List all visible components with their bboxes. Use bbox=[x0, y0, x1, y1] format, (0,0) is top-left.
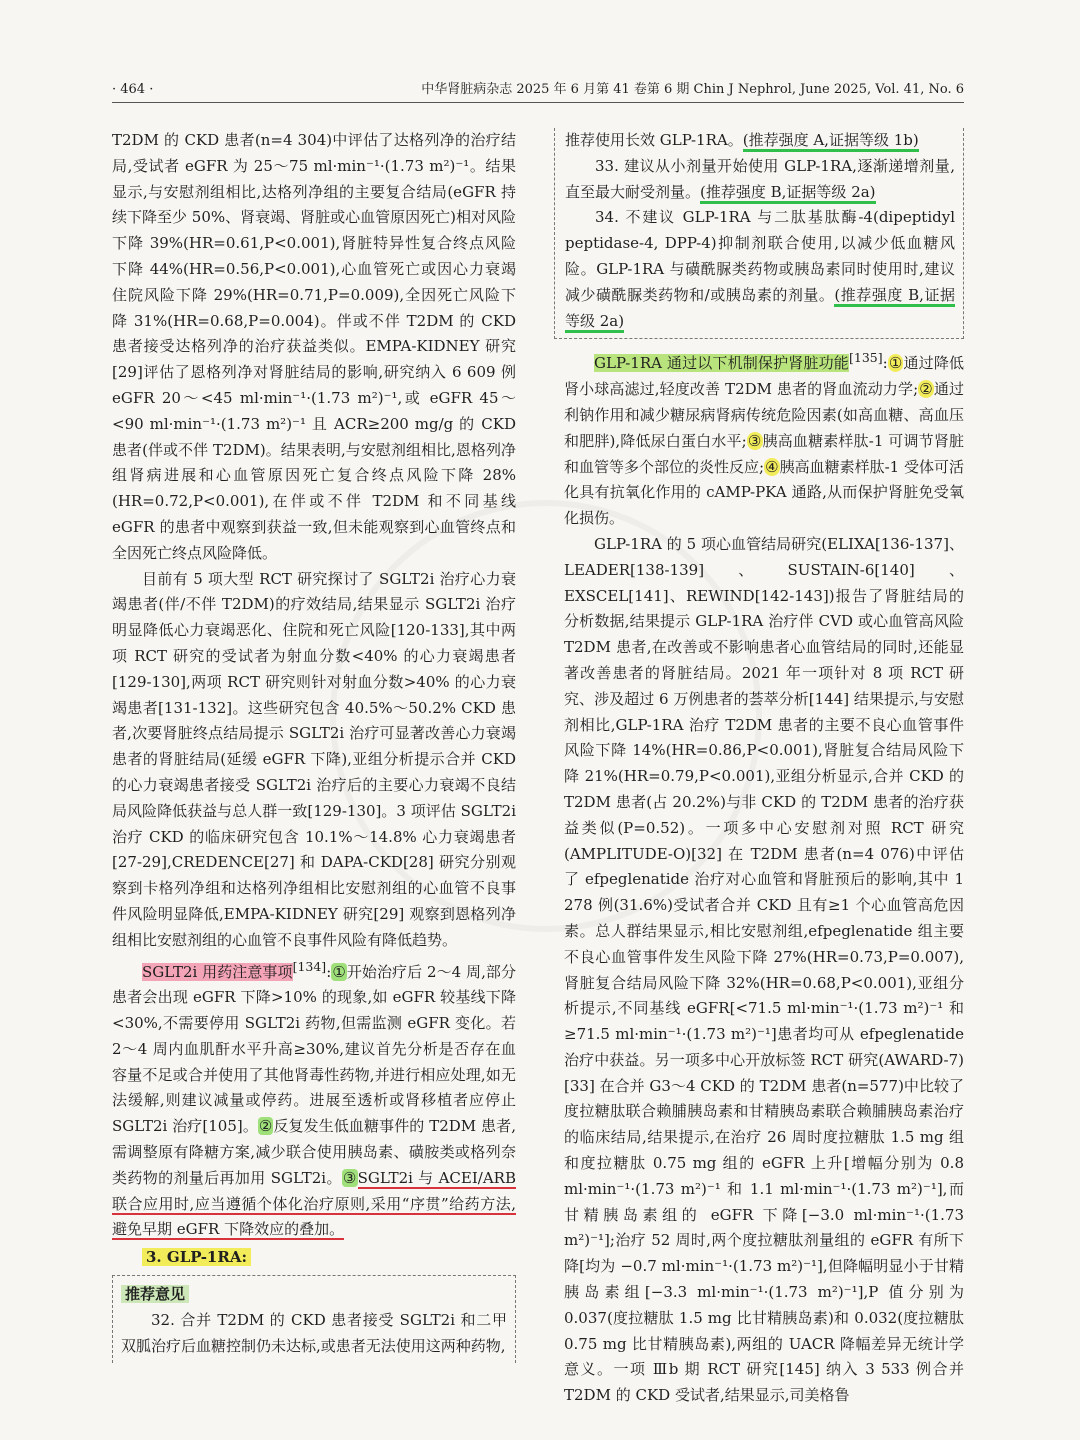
recommendation-34: 34. 不建议 GLP-1RA 与二肽基肽酶-4(dipeptidyl peptidase-4, DPP-4)抑制剂联合使用,以减少低血糖风险。GLP-1RA 与磺酰脲类药物或胰岛素同时使用时,建议减少磺酰脲类药物和/或胰岛素的剂量。(推荐强度 B,证据等级 2a) bbox=[565, 205, 955, 334]
paragraph-heart-failure: 目前有 5 项大型 RCT 研究探讨了 SGLT2i 治疗心力衰竭患者(伴/不伴 T2DM)的疗效结局,结果显示 SGLT2i 治疗明显降低心力衰竭恶化、住院和死亡风险[120-133],其中两项 RCT 研究的受试者为射血分数<40% 的心力衰竭患者[129-130],两项 RCT 研究则针对射血分数>40% 的心力衰竭患者[131-132]。这些研究包含 40.5%～50.2% CKD 患者,次要肾脏终点结局提示 SGLT2i 治疗可显著改善心力衰竭患者的肾脏结局(延缓 eGFR 下降),亚组分析提示合并 CKD 的心力衰竭患者接受 SGLT2i 治疗后的主要心力衰竭不良结局风险降低获益与总人群一致[129-130]。3 项评估 SGLT2i 治疗 CKD 的临床研究包含 10.1%～14.8% 心力衰竭患者[27-29],CREDENCE[27] 和 DAPA-CKD[28] 研究分别观察到卡格列净组和达格列净组相比安慰剂组的心血管不良事件风险明显降低,EMPA-KIDNEY 研究[29] 观察到恩格列净组相比安慰剂组的心血管不良事件风险有降低趋势。 bbox=[112, 569, 516, 949]
marker-1: ① bbox=[888, 354, 903, 373]
recommendation-33: 33. 建议从小剂量开始使用 GLP-1RA,逐渐递增剂量,直至最大耐受剂量。(推荐强度 B,证据等级 2a) bbox=[565, 154, 955, 206]
recommendation-32: 32. 合并 T2DM 的 CKD 患者接受 SGLT2i 和二甲双胍治疗后血糖控制仍未达标,或患者无法使用这两种药物, bbox=[121, 1310, 507, 1355]
mechanism-label: GLP-1RA 通过以下机制保护肾脏功能 bbox=[594, 354, 849, 373]
precautions-label: SGLT2i 用药注意事项 bbox=[142, 962, 293, 981]
right-column bbox=[564, 128, 964, 1409]
marker-3: ③ bbox=[342, 1168, 357, 1187]
page-number: · 464 · bbox=[112, 82, 154, 97]
page-header bbox=[112, 80, 964, 103]
paragraph-cv-outcome-trials: GLP-1RA 的 5 项心血管结局研究(ELIXA[136-137]、LEADER[138-139]、SUSTAIN-6[140]、EXSCEL[141]、REWIND[142-143])报告了肾脏结局的分析数据,结果提示 GLP-1RA 治疗伴 CVD 或心血管高风险 T2DM 患者,在改善或不影响患者心血管结局的同时,还能显著改善患者的肾脏结局。2021 年一项针对 8 项 RCT 研究、涉及超过 6 万例患者的荟萃分析[144] 结果提示,与安慰剂相比,GLP-1RA 治疗 T2DM 患者的主要不良心血管事件风险下降 14%(HR=0.86,P<0.001),肾脏复合结局风险下降 21%(HR=0.79,P<0.001),亚组分析显示,合并 CKD 的 T2DM 患者(占 20.2%)与非 CKD 的 T2DM 患者的治疗获益类似(P=0.52)。一项多中心安慰剂对照 RCT 研究(AMPLITUDE-O)[32] 在 T2DM 患者(n=4 076)中评估了 efpeglenatide 治疗对心血管和肾脏预后的影响,其中 1 278 例(31.6%)受试者合并 CKD 且有≥1 个心血管高危因素。总人群结果显示,相比安慰剂组,efpeglenatide 组主要不良心血管事件发生风险下降 27%(HR=0.73,P=0.007),肾脏复合结局风险下降 32%(HR=0.68,P<0.001),亚组分析提示,不同基线 eGFR[<71.5 ml·min⁻¹·(1.73 m²)⁻¹ 和≥71.5 ml·min⁻¹·(1.73 m²)⁻¹]患者均可从 efpeglenatide 治疗中获益。另一项多中心开放标签 RCT 研究(AWARD-7)[33] 在合并 G3～4 CKD 的 T2DM 患者(n=577)中比较了度拉糖肽联合赖脯胰岛素和甘精胰岛素联合赖脯胰岛素治疗的临床结局,结果提示,在治疗 26 周时度拉糖肽 1.5 mg 组和度拉糖肽 0.75 mg 组的 eGFR 上升[增幅分别为 0.8 ml·min⁻¹·(1.73 m²)⁻¹ 和 1.1 ml·min⁻¹·(1.73 m²)⁻¹],而甘精胰岛素组的 eGFR 下降[−3.0 ml·min⁻¹·(1.73 m²)⁻¹];治疗 52 周时,两个度拉糖肽剂量组的 eGFR 有所下降[均为 −0.7 ml·min⁻¹·(1.73 m²)⁻¹],但降幅明显小于甘精胰岛素组[−3.3 ml·min⁻¹·(1.73 m²)⁻¹],P 值分别为 0.037(度拉糖肽 1.5 mg 比甘精胰岛素)和 0.032(度拉糖肽 0.75 mg 比甘精胰岛素),两组的 UACR 降幅差异无统计学意义。一项 Ⅲb 期 RCT 研究[145] 纳入 3 533 例合并 T2DM 的 CKD 受试者,结果显示,司美格鲁 bbox=[564, 534, 964, 1405]
journal-info: 中华肾脏病杂志 2025 年 6 月第 41 卷第 6 期 Chin J Nephrol, June 2025, Vol. 41, No. 6 bbox=[421, 82, 964, 97]
marker-2: ② bbox=[919, 380, 933, 399]
recommendation-box-continued bbox=[554, 128, 964, 339]
grade-label: (推荐强度 B,证据等级 2a) bbox=[565, 286, 955, 333]
left-column bbox=[112, 128, 516, 1363]
recommendation-32-continued: 推荐使用长效 GLP-1RA。(推荐强度 A,证据等级 1b) bbox=[565, 128, 955, 154]
paragraph-mechanism: GLP-1RA 通过以下机制保护肾脏功能[135]:①通过降低肾小球高滤过,轻度改善 T2DM 患者的肾血流动力学;②通过利钠作用和减少糖尿病肾病传统危险因素(如高血糖、高血压和肥胖),降低尿白蛋白水平;③胰高血糖素样肽-1 可调节肾脏和血管等多个部位的炎性反应;④胰高血糖素样肽-1 受体可活化具有抗氧化作用的 cAMP-PKA 通路,从而保护肾脏免受氧化损伤。 bbox=[564, 350, 964, 528]
grade-label: (推荐强度 A,证据等级 1b) bbox=[743, 131, 919, 152]
reference-mark: [135] bbox=[848, 350, 883, 366]
paragraph-sglt2i-precautions: SGLT2i 用药注意事项[134]:①开始治疗后 2～4 周,部分患者会出现 eGFR 下降>10% 的现象,如 eGFR 较基线下降<30%,不需要停用 SGLT2i 药物,但需监测 eGFR 变化。若 2～4 周内血肌酐水平升高≥30%,建议首先分析是否存在血容量不足或合并使用了其他肾毒性药物,并进行相应处理,如无法缓解,则建议减量或停药。进展至透析或肾移植者应停止 SGLT2i 治疗[105]。②反复发生低血糖事件的 T2DM 患者,需调整原有降糖方案,减少联合使用胰岛素、磺胺类或格列奈类药物的剂量后再加用 SGLT2i。③SGLT2i 与 ACEI/ARB 联合应用时,应当遵循个体化治疗原则,采用“序贯”给药方法,避免早期 eGFR 下降效应的叠加。 bbox=[112, 958, 516, 1239]
marker-1: ① bbox=[332, 962, 346, 981]
grade-label: (推荐强度 B,证据等级 2a) bbox=[700, 183, 876, 204]
marker-3: ③ bbox=[747, 431, 762, 450]
marker-2: ② bbox=[258, 1117, 273, 1136]
reference-mark: [134] bbox=[292, 958, 327, 974]
recommendation-box bbox=[112, 1275, 516, 1363]
precaution-1: 开始治疗后 2～4 周,部分患者会出现 eGFR 下降>10% 的现象,如 eGFR 较基线下降<30%,不需要停用 SGLT2i 药物,但需监测 eGFR 变化。若 2～4 周内血肌酐水平升高≥30%,建议首先分析是否存在血容量不足或合并使用了其他肾毒性药物,并进行相应处理,如无法缓解,则建议减量或停药。进展至透析或肾移植者应停止 SGLT2i 治疗[105]。 bbox=[112, 962, 516, 1136]
paragraph-dapagliflozin: T2DM 的 CKD 患者(n=4 304)中评估了达格列净的治疗结局,受试者 eGFR 为 25～75 ml·min⁻¹·(1.73 m²)⁻¹。结果显示,与安慰剂组相比,达格列净组的主要复合结局(eGFR 持续下降至少 50%、肾衰竭、肾脏或心血管原因死亡)相对风险下降 39%(HR=0.61,P<0.001),肾脏特异性复合终点风险下降 44%(HR=0.56,P<0.001),心血管死亡或因心力衰竭住院风险下降 29%(HR=0.71,P=0.009),全因死亡风险下降 31%(HR=0.68,P=0.004)。伴或不伴 T2DM 的 CKD 患者接受达格列净的治疗获益类似。EMPA-KIDNEY 研究[29]评估了恩格列净对肾脏结局的影响,研究纳入 6 609 例 eGFR 20～<45 ml·min⁻¹·(1.73 m²)⁻¹,或 eGFR 45～<90 ml·min⁻¹·(1.73 m²)⁻¹ 且 ACR≥200 mg/g 的 CKD 患者(伴或不伴 T2DM)。结果表明,与安慰剂组相比,恩格列净组肾病进展和心血管原因死亡复合终点风险下降 28%(HR=0.72,P<0.001),在伴或不伴 T2DM 和不同基线 eGFR 的患者中观察到获益一致,但未能观察到心血管终点和全因死亡终点风险降低。 bbox=[112, 131, 516, 562]
marker-4: ④ bbox=[765, 457, 779, 476]
precaution-3: SGLT2i 与 ACEI/ARB 联合应用时,应当遵循个体化治疗原则,采用“序贯”给药方法,避免早期 eGFR 下降效应的叠加。 bbox=[112, 1168, 516, 1239]
section-heading-glp1ra: 3. GLP-1RA: bbox=[112, 1245, 516, 1271]
recommendation-title: 推荐意见 bbox=[121, 1285, 189, 1303]
precaution-2: 反复发生低血糖事件的 T2DM 患者,需调整原有降糖方案,减少联合使用胰岛素、磺胺类或格列奈类药物的剂量后再加用 SGLT2i。 bbox=[112, 1117, 516, 1187]
